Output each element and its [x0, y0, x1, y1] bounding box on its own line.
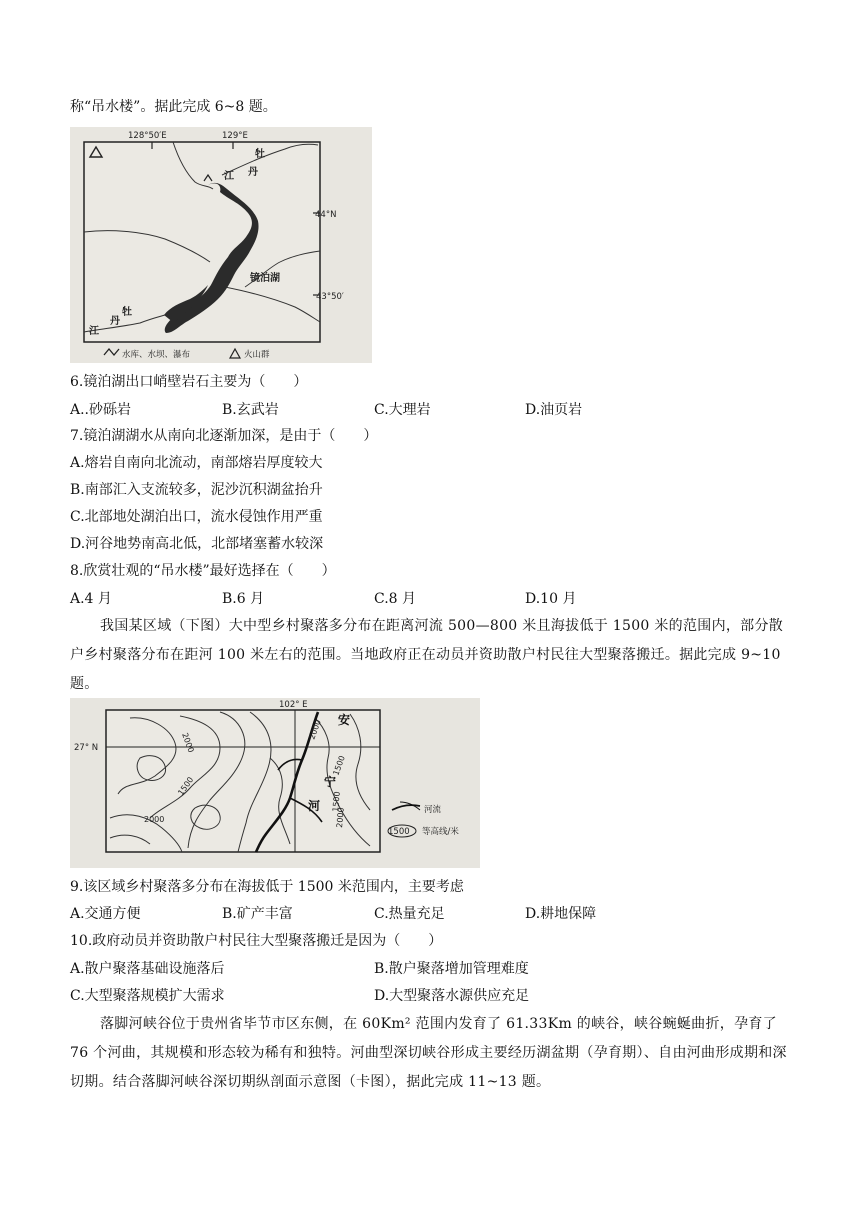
q9-option-d: D.耕地保障: [525, 906, 597, 922]
contour-label-2000-c: 2000: [307, 718, 323, 741]
q9-option-b: B.矿产丰富: [222, 906, 293, 922]
intro-tail: 称“吊水楼”。据此完成 6~8 题。: [70, 99, 277, 115]
contour-label-2000-d: 2000: [335, 807, 346, 829]
q7-option-b: B.南部汇入支流较多，泥沙沉积湖盆抬升: [70, 482, 323, 498]
q10-option-d: D.大型聚落水源供应充足: [374, 988, 530, 1004]
q8-option-d: D.10 月: [525, 591, 577, 607]
contour-label-1500-b: 1500: [331, 754, 347, 777]
lat-bottom-label: 43°50′: [316, 292, 344, 302]
q6-option-b: B.玄武岩: [222, 402, 279, 418]
question-10-stem: 10.政府动员并资助散户村民往大型聚落搬迁是因为（ ）: [70, 933, 443, 949]
river-top-char-3: 丹: [248, 167, 258, 178]
question-7-stem: 7.镜泊湖湖水从南向北逐渐加深，是由于（ ）: [70, 428, 378, 444]
passage-11-13: [70, 1010, 792, 1097]
q8-option-a: A.4 月: [70, 591, 112, 607]
passage-9-10-text: 我国某区域（下图）大中型乡村聚落多分布在距离河流 500—800 米且海拔低于 1500 米的范围内，部分散户乡村聚落分布在距河 100 米左右的范围。当地政府正在动员并资助散户村民往大型聚落搬迁。据此完成 9~10 题。: [70, 618, 784, 692]
lake-label: 镜泊湖: [250, 273, 280, 284]
q8-option-b: B.6 月: [222, 591, 265, 607]
contour-label-2000-b: 2000: [144, 815, 165, 824]
q7-option-d: D.河谷地势南高北低，北部堵塞蓄水较深: [70, 536, 324, 552]
q9-option-c: C.热量充足: [374, 906, 445, 922]
river-top-char-2: 江: [224, 171, 234, 182]
q6-option-d: D.油页岩: [525, 402, 583, 418]
river-bottom-char-3: 江: [89, 326, 99, 337]
contour-label-2000-a: 2000: [180, 731, 196, 754]
contour-label-1500-a: 1500: [176, 775, 196, 798]
river-name-char-1: 安: [338, 713, 351, 727]
passage-11-13-text: 落脚河峡谷位于贵州省毕节市区东侧，在 60Km² 范围内发育了 61.33Km 的峡谷，峡谷蜿蜒曲折，孕育了 76 个河曲，其规模和形态较为稀有和独特。河曲型深切峡谷形成主要经历湖盆期（孕育期）、自由河曲形成期和深切期。结合落脚河峡谷深切期纵剖面示意图（卡图），据此完成 11~13 题。: [70, 1016, 787, 1090]
lon-right-label: 129°E: [222, 131, 248, 141]
q8-option-c: C.8 月: [374, 591, 417, 607]
passage-9-10: [70, 612, 792, 699]
legend-contour-value: 1500: [388, 827, 410, 837]
lat-top-label: 44°N: [315, 210, 337, 220]
river-name-char-3: 河: [308, 799, 321, 813]
legend-contour-label: 等高线/米: [422, 827, 459, 837]
question-6-stem: 6.镜泊湖出口峭壁岩石主要为（ ）: [70, 374, 308, 390]
q7-option-a: A.熔岩自南向北流动，南部熔岩厚度较大: [70, 455, 323, 471]
lon-left-label: 128°50′E: [128, 131, 167, 141]
question-9-stem: 9.该区域乡村聚落多分布在海拔低于 1500 米范围内，主要考虑: [70, 879, 464, 895]
q6-option-a: A..砂砾岩: [70, 402, 132, 418]
map2-lat-label: 27° N: [74, 743, 99, 753]
q9-option-a: A.交通方便: [70, 906, 141, 922]
q10-option-a: A.散户聚落基础设施落后: [70, 961, 225, 977]
river-bottom-char-2: 丹: [110, 316, 120, 327]
q10-option-c: C.大型聚落规模扩大需求: [70, 988, 225, 1004]
map2-lon-label: 102° E: [279, 700, 308, 710]
river-top-char-1: 牡: [255, 149, 265, 160]
legend-dam-label: 水库、水坝、瀑布: [122, 350, 191, 360]
contour-map: [70, 698, 480, 868]
legend-river-label: 河流: [424, 805, 442, 815]
legend-volcano-label: 火山群: [244, 350, 270, 360]
river-bottom-char-1: 牡: [122, 307, 132, 318]
question-8-stem: 8.欣赏壮观的“吊水楼”最好选择在（ ）: [70, 563, 336, 579]
q10-option-b: B.散户聚落增加管理难度: [374, 961, 529, 977]
river-name-char-2: 宁: [324, 775, 337, 789]
contour-label-1500-c: 1500: [331, 791, 342, 813]
q6-option-c: C.大理岩: [374, 402, 431, 418]
q7-option-c: C.北部地处湖泊出口，流水侵蚀作用严重: [70, 509, 323, 525]
jingpo-lake-map: [70, 127, 372, 363]
